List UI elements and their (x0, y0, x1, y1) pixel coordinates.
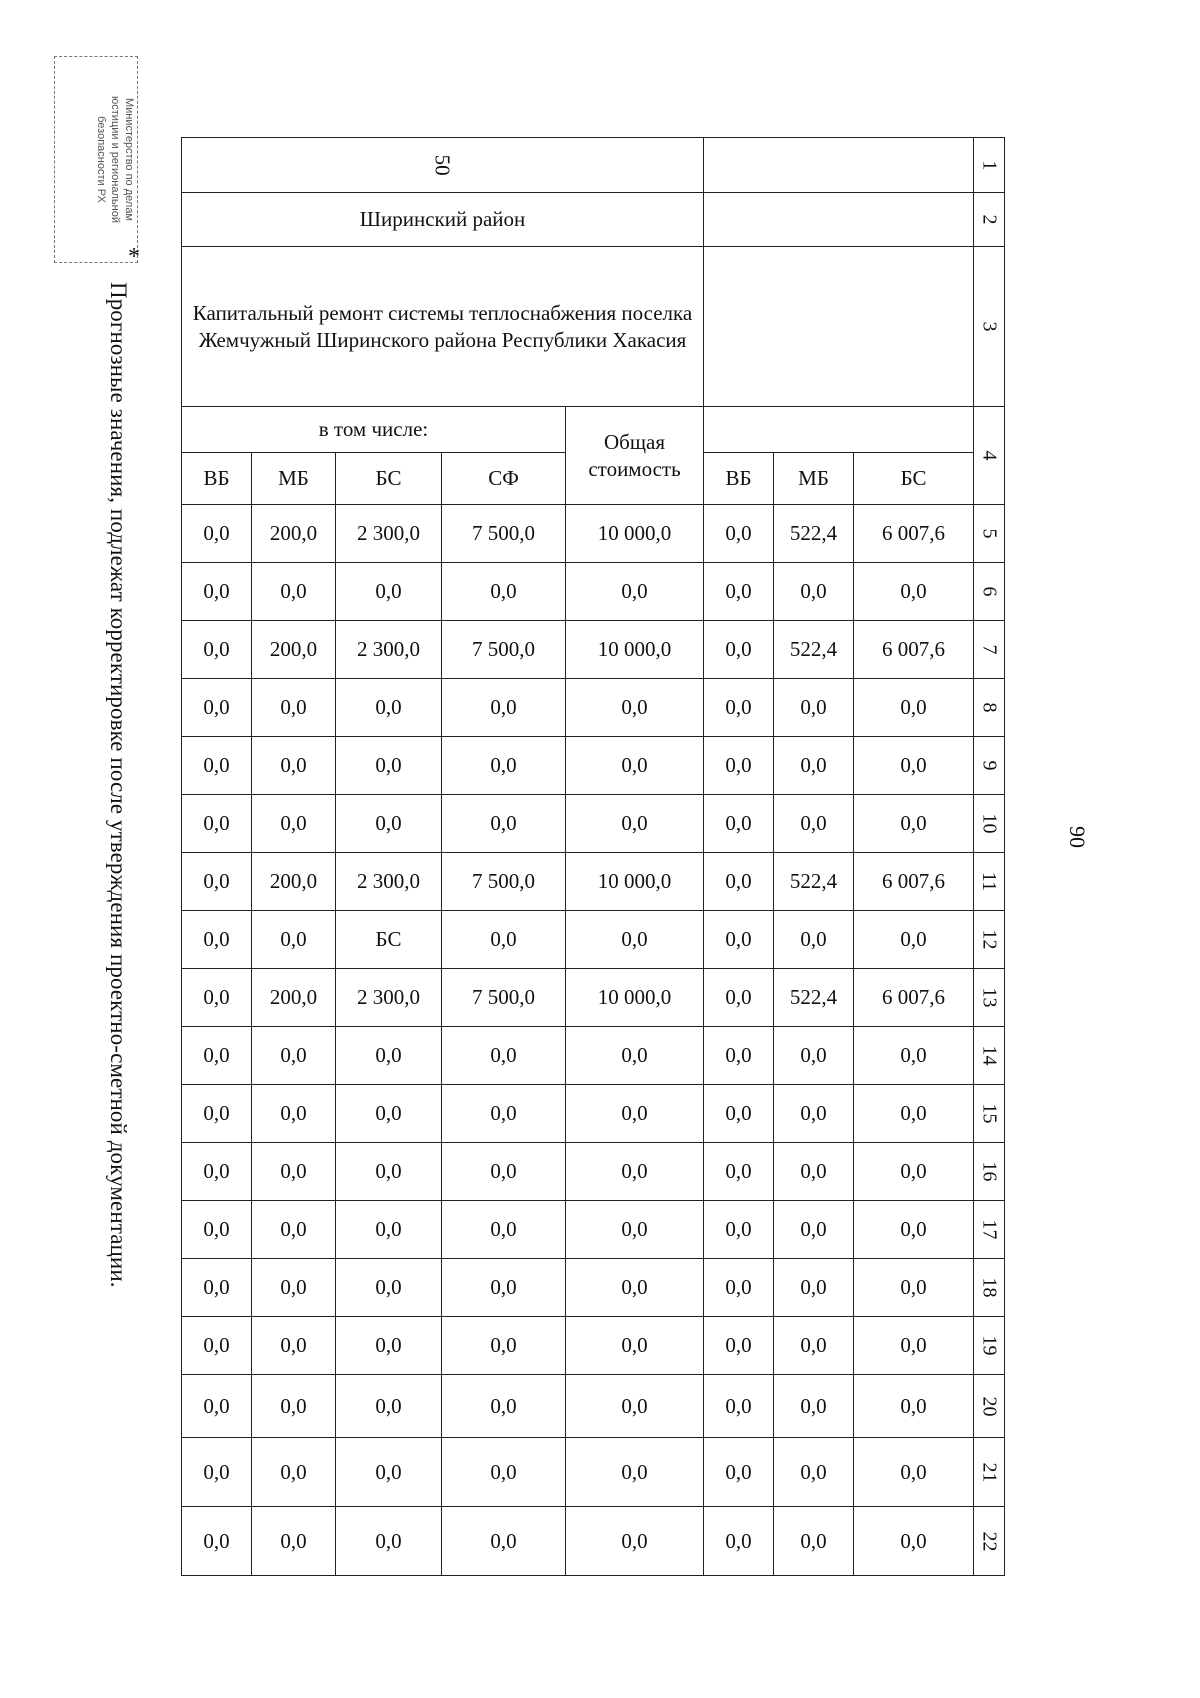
column-number: 19 (974, 1317, 1005, 1375)
col-header-bs-2: БС (854, 453, 974, 505)
footnote-text: Прогнозные значения, подлежат корректировке после утверждения проектно-сметной документации. (106, 282, 131, 1288)
column-number: 7 (974, 621, 1005, 679)
total-cell: 0,0 (566, 563, 704, 621)
value-cell: 0,0 (854, 679, 974, 737)
table-row (182, 563, 1005, 621)
value-cell: 0,0 (442, 795, 566, 853)
value-cell: 0,0 (336, 1507, 442, 1576)
value-cell: 522,4 (774, 505, 854, 563)
column-number: 11 (974, 853, 1005, 911)
value-cell: 0,0 (252, 1201, 336, 1259)
value-cell: 0,0 (704, 679, 774, 737)
stamp-text (94, 57, 135, 262)
column-number: 20 (974, 1375, 1005, 1438)
table-row (182, 795, 1005, 853)
value-cell: 6 007,6 (854, 621, 974, 679)
value-cell: 0,0 (182, 1507, 252, 1576)
value-cell: 0,0 (854, 1143, 974, 1201)
value-cell: 0,0 (252, 1027, 336, 1085)
value-cell: 0,0 (336, 1201, 442, 1259)
footnote-star: * (128, 244, 140, 270)
table-row (182, 1259, 1005, 1317)
value-cell: 0,0 (252, 737, 336, 795)
value-cell: 6 007,6 (854, 853, 974, 911)
value-cell: 0,0 (182, 1027, 252, 1085)
value-cell: 522,4 (774, 969, 854, 1027)
value-cell: 0,0 (252, 1085, 336, 1143)
column-number: 21 (974, 1438, 1005, 1507)
value-cell: 0,0 (704, 505, 774, 563)
value-cell: 0,0 (774, 1201, 854, 1259)
column-number: 4 (974, 407, 1005, 505)
value-cell: 200,0 (252, 853, 336, 911)
value-cell: 522,4 (774, 621, 854, 679)
table-row (182, 969, 1005, 1027)
value-cell: 0,0 (252, 563, 336, 621)
value-cell: 0,0 (336, 795, 442, 853)
empty-cell (704, 247, 974, 407)
value-cell: 0,0 (336, 1438, 442, 1507)
value-cell: 0,0 (252, 1375, 336, 1438)
value-cell: 0,0 (854, 1438, 974, 1507)
value-cell: 0,0 (704, 1438, 774, 1507)
value-cell: 2 300,0 (336, 621, 442, 679)
value-cell: 0,0 (442, 679, 566, 737)
value-cell: 0,0 (704, 795, 774, 853)
value-cell: 0,0 (252, 1438, 336, 1507)
value-cell: 0,0 (854, 1375, 974, 1438)
col-header-vb-2: ВБ (704, 453, 774, 505)
value-cell: 0,0 (442, 1317, 566, 1375)
value-cell: 0,0 (774, 1259, 854, 1317)
value-cell: 0,0 (854, 1259, 974, 1317)
value-cell: 200,0 (252, 621, 336, 679)
col-header-mb: МБ (252, 453, 336, 505)
value-cell: 0,0 (182, 1375, 252, 1438)
value-cell: 0,0 (774, 737, 854, 795)
total-cell: 0,0 (566, 737, 704, 795)
value-cell: 0,0 (704, 737, 774, 795)
value-cell: 0,0 (442, 1085, 566, 1143)
value-cell: 0,0 (442, 563, 566, 621)
value-cell: 2 300,0 (336, 969, 442, 1027)
value-cell: 0,0 (182, 1259, 252, 1317)
value-cell: 0,0 (774, 679, 854, 737)
value-cell: 0,0 (774, 795, 854, 853)
value-cell: 0,0 (704, 1201, 774, 1259)
column-number: 12 (974, 911, 1005, 969)
empty-cell (704, 193, 974, 247)
empty-cell (704, 138, 974, 193)
value-cell: 0,0 (704, 621, 774, 679)
value-cell: 0,0 (854, 737, 974, 795)
value-cell: 0,0 (854, 1507, 974, 1576)
column-number: 9 (974, 737, 1005, 795)
value-cell: 0,0 (182, 1143, 252, 1201)
table-row (182, 1027, 1005, 1085)
value-cell: 0,0 (182, 1085, 252, 1143)
value-cell: 0,0 (774, 1085, 854, 1143)
table-row (182, 1317, 1005, 1375)
col-header-sf: СФ (442, 453, 566, 505)
value-cell: 0,0 (182, 621, 252, 679)
value-cell: 0,0 (774, 1027, 854, 1085)
value-cell: 0,0 (854, 563, 974, 621)
value-cell: 0,0 (774, 1317, 854, 1375)
value-cell: БС (336, 911, 442, 969)
column-number: 22 (974, 1507, 1005, 1576)
total-cell: 0,0 (566, 679, 704, 737)
col-header-bs: БС (336, 453, 442, 505)
value-cell: 0,0 (336, 1259, 442, 1317)
value-cell: 0,0 (854, 1317, 974, 1375)
registration-stamp (54, 56, 138, 263)
value-cell: 0,0 (704, 1507, 774, 1576)
value-cell: 0,0 (182, 679, 252, 737)
value-cell: 0,0 (182, 1438, 252, 1507)
total-cell: 0,0 (566, 1317, 704, 1375)
value-cell: 0,0 (854, 911, 974, 969)
value-cell: 0,0 (182, 1317, 252, 1375)
value-cell: 0,0 (442, 1259, 566, 1317)
value-cell: 6 007,6 (854, 505, 974, 563)
table-row (182, 679, 1005, 737)
value-cell: 0,0 (442, 1143, 566, 1201)
value-cell: 0,0 (774, 911, 854, 969)
row-number-cell: 50 (182, 138, 704, 193)
value-cell: 0,0 (774, 1143, 854, 1201)
value-cell: 7 500,0 (442, 621, 566, 679)
project-cell: Капитальный ремонт системы теплоснабжения поселка Жемчужный Ширинского района Республики Хакасия (182, 247, 704, 407)
total-cell: 0,0 (566, 795, 704, 853)
value-cell: 0,0 (704, 1143, 774, 1201)
value-cell: 0,0 (182, 911, 252, 969)
value-cell: 0,0 (774, 1438, 854, 1507)
including-header: в том числе: (182, 407, 566, 453)
value-cell: 0,0 (774, 563, 854, 621)
column-number: 14 (974, 1027, 1005, 1085)
total-cell: 0,0 (566, 1507, 704, 1576)
stamp-line: безопасности РХ (95, 116, 108, 203)
column-number: 17 (974, 1201, 1005, 1259)
value-cell: 0,0 (252, 795, 336, 853)
value-cell: 0,0 (182, 563, 252, 621)
value-cell: 0,0 (336, 737, 442, 795)
table-row (182, 1507, 1005, 1576)
value-cell: 0,0 (182, 969, 252, 1027)
total-cell: 0,0 (566, 1438, 704, 1507)
value-cell: 0,0 (336, 1027, 442, 1085)
column-number: 1 (974, 138, 1005, 193)
table-row (182, 1375, 1005, 1438)
total-cell: 10 000,0 (566, 505, 704, 563)
value-cell: 0,0 (252, 1317, 336, 1375)
total-cost-header: Общая стоимость (566, 407, 704, 505)
total-cell: 0,0 (566, 911, 704, 969)
column-number: 13 (974, 969, 1005, 1027)
stamp-line: юстиции и региональной (109, 96, 122, 223)
value-cell: 0,0 (854, 795, 974, 853)
total-cell: 0,0 (566, 1201, 704, 1259)
value-cell: 0,0 (442, 1507, 566, 1576)
value-cell: 0,0 (442, 1375, 566, 1438)
stamp-line: Министерство по делам (123, 97, 135, 221)
table-row (182, 621, 1005, 679)
value-cell: 0,0 (182, 853, 252, 911)
column-number: 2 (974, 193, 1005, 247)
table-body (182, 505, 1005, 1576)
empty-cell (704, 407, 974, 453)
column-number: 5 (974, 505, 1005, 563)
total-cell: 0,0 (566, 1259, 704, 1317)
total-cell: 0,0 (566, 1375, 704, 1438)
value-cell: 0,0 (774, 1507, 854, 1576)
table-row (182, 1438, 1005, 1507)
value-cell: 0,0 (704, 1085, 774, 1143)
value-cell: 2 300,0 (336, 853, 442, 911)
value-cell: 522,4 (774, 853, 854, 911)
value-cell: 0,0 (336, 679, 442, 737)
value-cell: 200,0 (252, 505, 336, 563)
total-cell: 10 000,0 (566, 621, 704, 679)
value-cell: 0,0 (442, 1438, 566, 1507)
value-cell: 0,0 (336, 1143, 442, 1201)
value-cell: 7 500,0 (442, 969, 566, 1027)
value-cell: 2 300,0 (336, 505, 442, 563)
value-cell: 0,0 (252, 679, 336, 737)
table-row (182, 737, 1005, 795)
value-cell: 0,0 (336, 1317, 442, 1375)
value-cell: 0,0 (252, 1143, 336, 1201)
table-row (182, 1143, 1005, 1201)
value-cell: 0,0 (854, 1085, 974, 1143)
value-cell: 0,0 (182, 505, 252, 563)
value-cell: 0,0 (774, 1375, 854, 1438)
value-cell: 0,0 (854, 1201, 974, 1259)
value-cell: 0,0 (442, 911, 566, 969)
column-number: 10 (974, 795, 1005, 853)
total-cell: 0,0 (566, 1143, 704, 1201)
value-cell: 0,0 (336, 1375, 442, 1438)
column-number: 18 (974, 1259, 1005, 1317)
value-cell: 0,0 (336, 563, 442, 621)
total-cell: 10 000,0 (566, 969, 704, 1027)
district-cell: Ширинский район (182, 193, 704, 247)
value-cell: 0,0 (854, 1027, 974, 1085)
column-number: 15 (974, 1085, 1005, 1143)
value-cell: 0,0 (182, 1201, 252, 1259)
value-cell: 0,0 (442, 737, 566, 795)
value-cell: 7 500,0 (442, 853, 566, 911)
col-header-vb: ВБ (182, 453, 252, 505)
total-cell: 10 000,0 (566, 853, 704, 911)
table-row (182, 505, 1005, 563)
value-cell: 200,0 (252, 969, 336, 1027)
value-cell: 0,0 (704, 563, 774, 621)
value-cell: 7 500,0 (442, 505, 566, 563)
value-cell: 6 007,6 (854, 969, 974, 1027)
value-cell: 0,0 (252, 911, 336, 969)
value-cell: 0,0 (704, 911, 774, 969)
value-cell: 0,0 (704, 1375, 774, 1438)
value-cell: 0,0 (704, 969, 774, 1027)
column-number: 16 (974, 1143, 1005, 1201)
table-row (182, 1201, 1005, 1259)
value-cell: 0,0 (182, 795, 252, 853)
value-cell: 0,0 (252, 1507, 336, 1576)
value-cell: 0,0 (252, 1259, 336, 1317)
value-cell: 0,0 (182, 737, 252, 795)
table-row (182, 853, 1005, 911)
value-cell: 0,0 (704, 853, 774, 911)
col-header-mb-2: МБ (774, 453, 854, 505)
value-cell: 0,0 (704, 1027, 774, 1085)
value-cell: 0,0 (442, 1201, 566, 1259)
table-row (182, 1085, 1005, 1143)
total-cell: 0,0 (566, 1085, 704, 1143)
value-cell: 0,0 (336, 1085, 442, 1143)
column-number: 8 (974, 679, 1005, 737)
page-number: 90 (1065, 826, 1090, 848)
column-number: 3 (974, 247, 1005, 407)
budget-table (181, 137, 1005, 1576)
table-row (182, 911, 1005, 969)
total-cell: 0,0 (566, 1027, 704, 1085)
value-cell: 0,0 (704, 1259, 774, 1317)
value-cell: 0,0 (704, 1317, 774, 1375)
value-cell: 0,0 (442, 1027, 566, 1085)
column-number: 6 (974, 563, 1005, 621)
